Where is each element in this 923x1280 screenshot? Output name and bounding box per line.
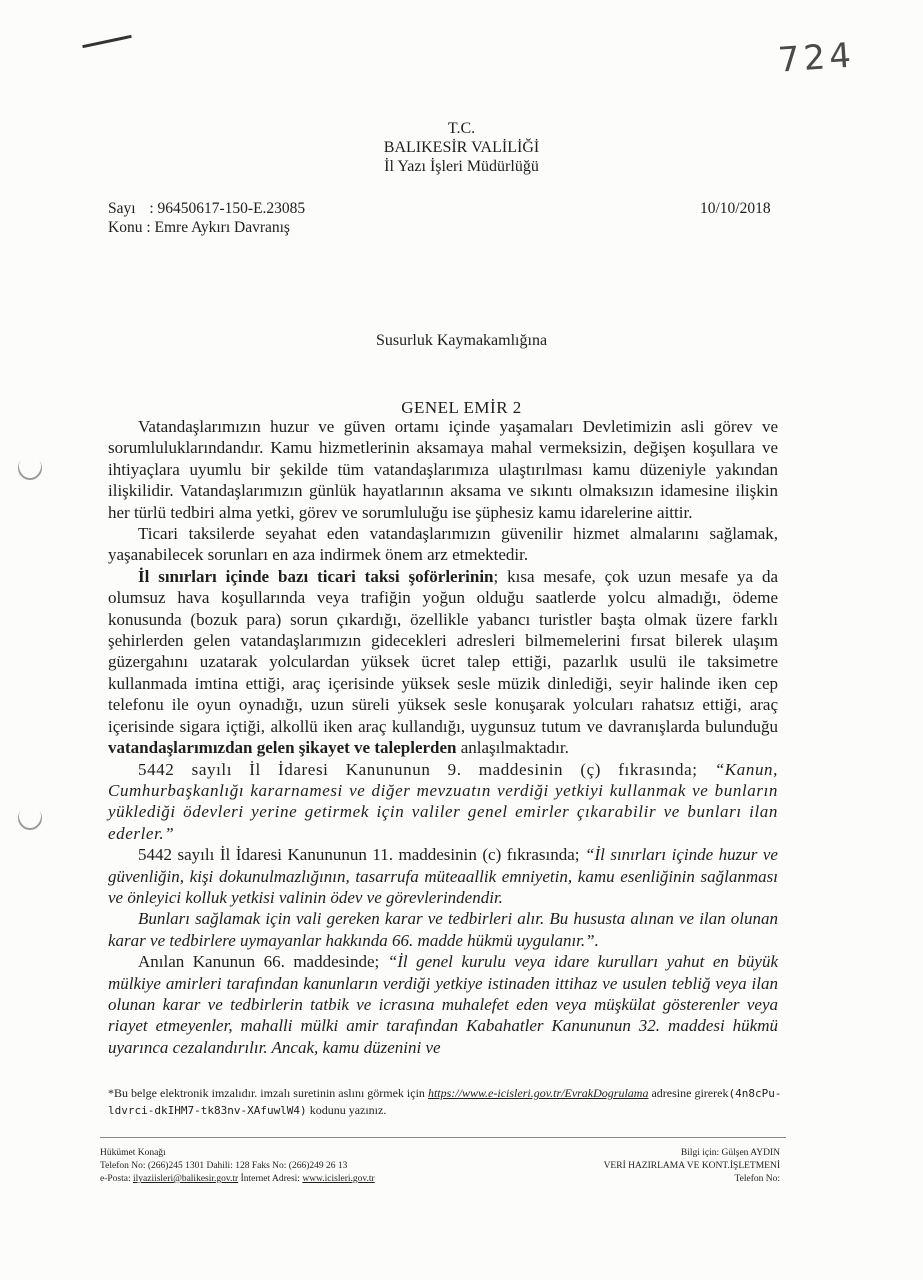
- header-valilik: BALIKESİR VALİLİĞİ: [383, 139, 540, 156]
- paragraph-7-quote: “İl genel kurulu veya idare kurulları yahut en büyük mülkiye amirleri tarafından kanunların verdiği yetkiye istinaden ittihaz ve usulen tebliğ veya ilan olunan karar ve tedbirlerin tatbik ve icrasına muhalefet eden veya müşkülat gösterenler veya riayet etmeyenler, mahalli mülki amir tarafından Kabahatler Kanununun 32. maddesi hükmü uyarınca cezalandırılır. Ancak, kamu düzenini ve: [108, 952, 778, 1057]
- header-mudurluk: İl Yazı İşleri Müdürlüğü: [384, 158, 539, 175]
- addressee: Susurluk Kaymakamlığına: [375, 332, 548, 349]
- konu-value: : Emre Aykırı Davranış: [146, 219, 290, 236]
- footer-info-role: VERİ HAZIRLAMA VE KONT.İŞLETMENİ: [603, 1161, 780, 1171]
- konu-label: Konu: [108, 219, 143, 236]
- footer-info: [560, 1147, 780, 1186]
- paragraph-4: [108, 759, 778, 845]
- paragraph-3-text: ; kısa mesafe, çok uzun mesafe ya da olumsuz hava koşullarında veya trafiğin yoğun olduğu saatlerde yolcu almadığı, ödeme konusunda (bozuk para) sorun çıkardığı, özellikle yabancı turistler başta olmak üzere farklı şehirlerden gelen vatandaşlarımızın gidecekleri adresleri bilmemelerini fırsat bilerek ulaşım güzergahını uzatarak yolculardan yüksek ücret talep ettiği, pazarlık usulü ile taksimetre kullanmada imtina ettiği, araç içerisinde yüksek sesle müzik dinlediği, seyir halinde iken cep telefonu ile oyun oynadığı, uzun süreli yüksek sesle konuşarak yolcuları rahatsız ettiği, araç içerisinde sigara içtiği, alkollü iken araç kullandığı, uygunsuz tutum ve davranışlarda bulunduğu: [108, 566, 778, 736]
- sayi-label: Sayı: [108, 200, 136, 217]
- web-label: İnternet Adresi:: [238, 1174, 303, 1184]
- document-date: 10/10/2018: [700, 200, 771, 217]
- footer-divider: [100, 1137, 786, 1138]
- paragraph-3-bold: İl sınırları içinde bazı ticari taksi şoförlerinin: [138, 566, 494, 586]
- footer-phone: Telefon No: (266)245 1301 Dahili: 128 Faks No: (266)249 26 13: [100, 1161, 348, 1171]
- paragraph-4-text: 5442 sayılı İl İdaresi Kanununun 9. maddesinin (ç) fıkrasında;: [138, 759, 715, 779]
- paragraph-1: Vatandaşlarımızın huzur ve güven ortamı içinde yaşamaları Devletimizin asli görev ve sorumluluklarındandır. Kamu hizmetlerinin aksamaya mahal vermeksizin, değişen koşullara ve ihtiyaçlara uyumlu bir şekilde tüm vatandaşlarımıza ulaştırılması kamu düzeniyle yakından ilişkilidir. Vatandaşlarımızın günlük hayatlarının aksama ve sıkıntı olmaksızın idamesine ilişkin her türlü tedbiri alma yetki, görev ve sorumluluğu ise şüphesiz kamu idarelerine aittir.: [108, 417, 778, 522]
- footnote-text-end: kodunu yazınız.: [306, 1103, 387, 1117]
- email-label: e-Posta:: [100, 1174, 133, 1184]
- footer-address: Hükümet Konağı: [100, 1148, 166, 1158]
- e-signature-note: [108, 1085, 788, 1119]
- footer-info-phone: Telefon No:: [734, 1174, 780, 1184]
- paragraph-3-bold2: vatandaşlarımızdan gelen şikayet ve taleplerden: [108, 738, 457, 758]
- footer-contact: [100, 1147, 375, 1186]
- footer-info-contact: Bilgi için: Gülşen AYDIN: [680, 1148, 780, 1158]
- handwritten-number: 724: [776, 35, 857, 81]
- sayi-row: [108, 200, 305, 218]
- paragraph-5: [108, 844, 778, 908]
- konu-row: [108, 219, 290, 237]
- footer-email-web: [100, 1173, 375, 1186]
- paragraph-6: [108, 908, 778, 951]
- paragraph-3-end: anlaşılmaktadır.: [456, 738, 569, 758]
- pen-mark: [82, 35, 132, 48]
- document-title: GENEL EMİR 2: [401, 398, 522, 417]
- paragraph-3: [108, 566, 778, 759]
- header-tc: T.C.: [447, 120, 476, 137]
- document-body: [108, 416, 778, 1058]
- email-link[interactable]: ilyaziisleri@balikesir.gov.tr: [132, 1174, 239, 1184]
- paragraph-5-text: 5442 sayılı İl İdaresi Kanununun 11. maddesinin (c) fıkrasında;: [138, 845, 585, 865]
- sayi-value: : 96450617-150-E.23085: [149, 200, 306, 217]
- footnote-text-after: adresine girerek: [648, 1086, 729, 1100]
- paragraph-7: [108, 951, 778, 1058]
- paragraph-7-text: Anılan Kanunun 66. maddesinde;: [138, 952, 388, 972]
- verification-code: (4n8cPu-ldvrci-dkIHM7-tk83nv-XAfuwlW4): [108, 1087, 782, 1117]
- punch-hole-mark: [13, 451, 47, 485]
- paragraph-2: Ticari taksilerde seyahat eden vatandaşlarımızın güvenilir hizmet almalarını sağlamak, yaşanabilecek sorunları en aza indirmek önem arz etmektedir.: [108, 524, 778, 565]
- paragraph-5-quote: “İl sınırları içinde huzur ve güvenliğin, kişi dokunulmazlığının, tasarrufa müteaallik emniyetin, kamu esenliğinin sağlanması ve önleyici kolluk yetkisi valinin ödev ve görevlerindendir.: [108, 845, 778, 907]
- footnote-text: *Bu belge elektronik imzalıdır. imzalı suretinin aslını görmek için: [108, 1086, 428, 1100]
- paragraph-6-quote: Bunları sağlamak için vali gereken karar ve tedbirleri alır. Bu hususta alınan ve ilan olunan karar ve tedbirlere uymayanlar hakkında 66. madde hükmü uygulanır.”.: [108, 909, 778, 950]
- web-link[interactable]: www.icisleri.gov.tr: [302, 1174, 375, 1184]
- verification-link[interactable]: https://www.e-icisleri.gov.tr/EvrakDogrulama: [427, 1086, 649, 1100]
- paragraph-4-quote: “Kanun, Cumhurbaşkanlığı kararnamesi ve diğer mevzuatın verdiği yetkiyi kullanmak ve bunların yüklediği ödevleri yerine getirmek için valiler genel emirler çıkarabilir ve bunları ilan ederler.”: [108, 759, 778, 843]
- punch-hole-mark: [13, 801, 47, 835]
